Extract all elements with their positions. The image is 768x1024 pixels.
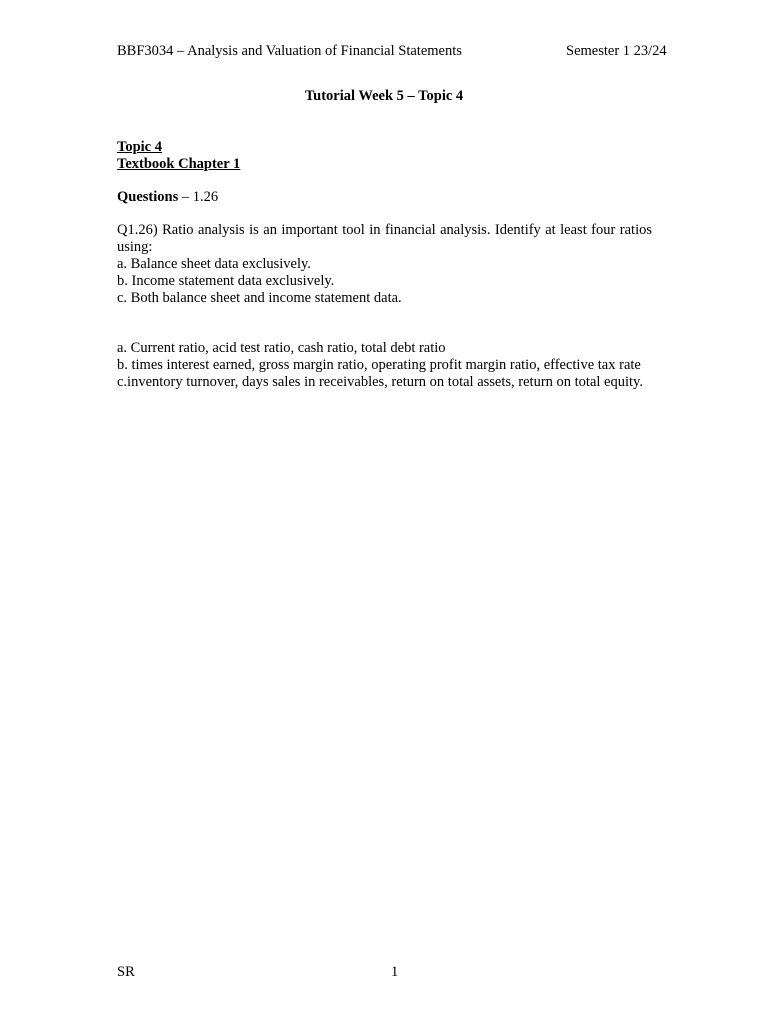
question-text: Q1.26) Ratio analysis is an important tool in financial analysis. Identify at least four ratios using: — [117, 222, 652, 255]
topic-heading — [117, 139, 240, 173]
answer-line-c: c.inventory turnover, days sales in receivables, return on total assets, return on total equity. — [117, 374, 643, 390]
page-title: Tutorial Week 5 – Topic 4 — [304, 88, 464, 104]
textbook-chapter: Textbook Chapter 1 — [117, 156, 241, 172]
answer-line-b: b. times interest earned, gross margin ratio, operating profit margin ratio, effective tax rate — [117, 357, 641, 373]
header-semester: Semester 1 23/24 — [566, 43, 667, 59]
questions-range: – 1.26 — [178, 189, 219, 205]
questions-heading — [117, 189, 218, 206]
answer-line-a: a. Current ratio, acid test ratio, cash ratio, total debt ratio — [117, 340, 446, 356]
footer-page-number: 1 — [391, 964, 399, 980]
question-block — [117, 222, 652, 307]
footer-initials: SR — [117, 964, 135, 980]
question-option-c: c. Both balance sheet and income statement data. — [117, 290, 402, 306]
answer-block — [117, 340, 652, 391]
topic-number: Topic 4 — [117, 139, 162, 155]
questions-label: Questions — [117, 189, 179, 205]
header-course-title: BBF3034 – Analysis and Valuation of Financial Statements — [117, 43, 462, 59]
question-option-a: a. Balance sheet data exclusively. — [117, 256, 311, 272]
question-option-b: b. Income statement data exclusively. — [117, 273, 335, 289]
